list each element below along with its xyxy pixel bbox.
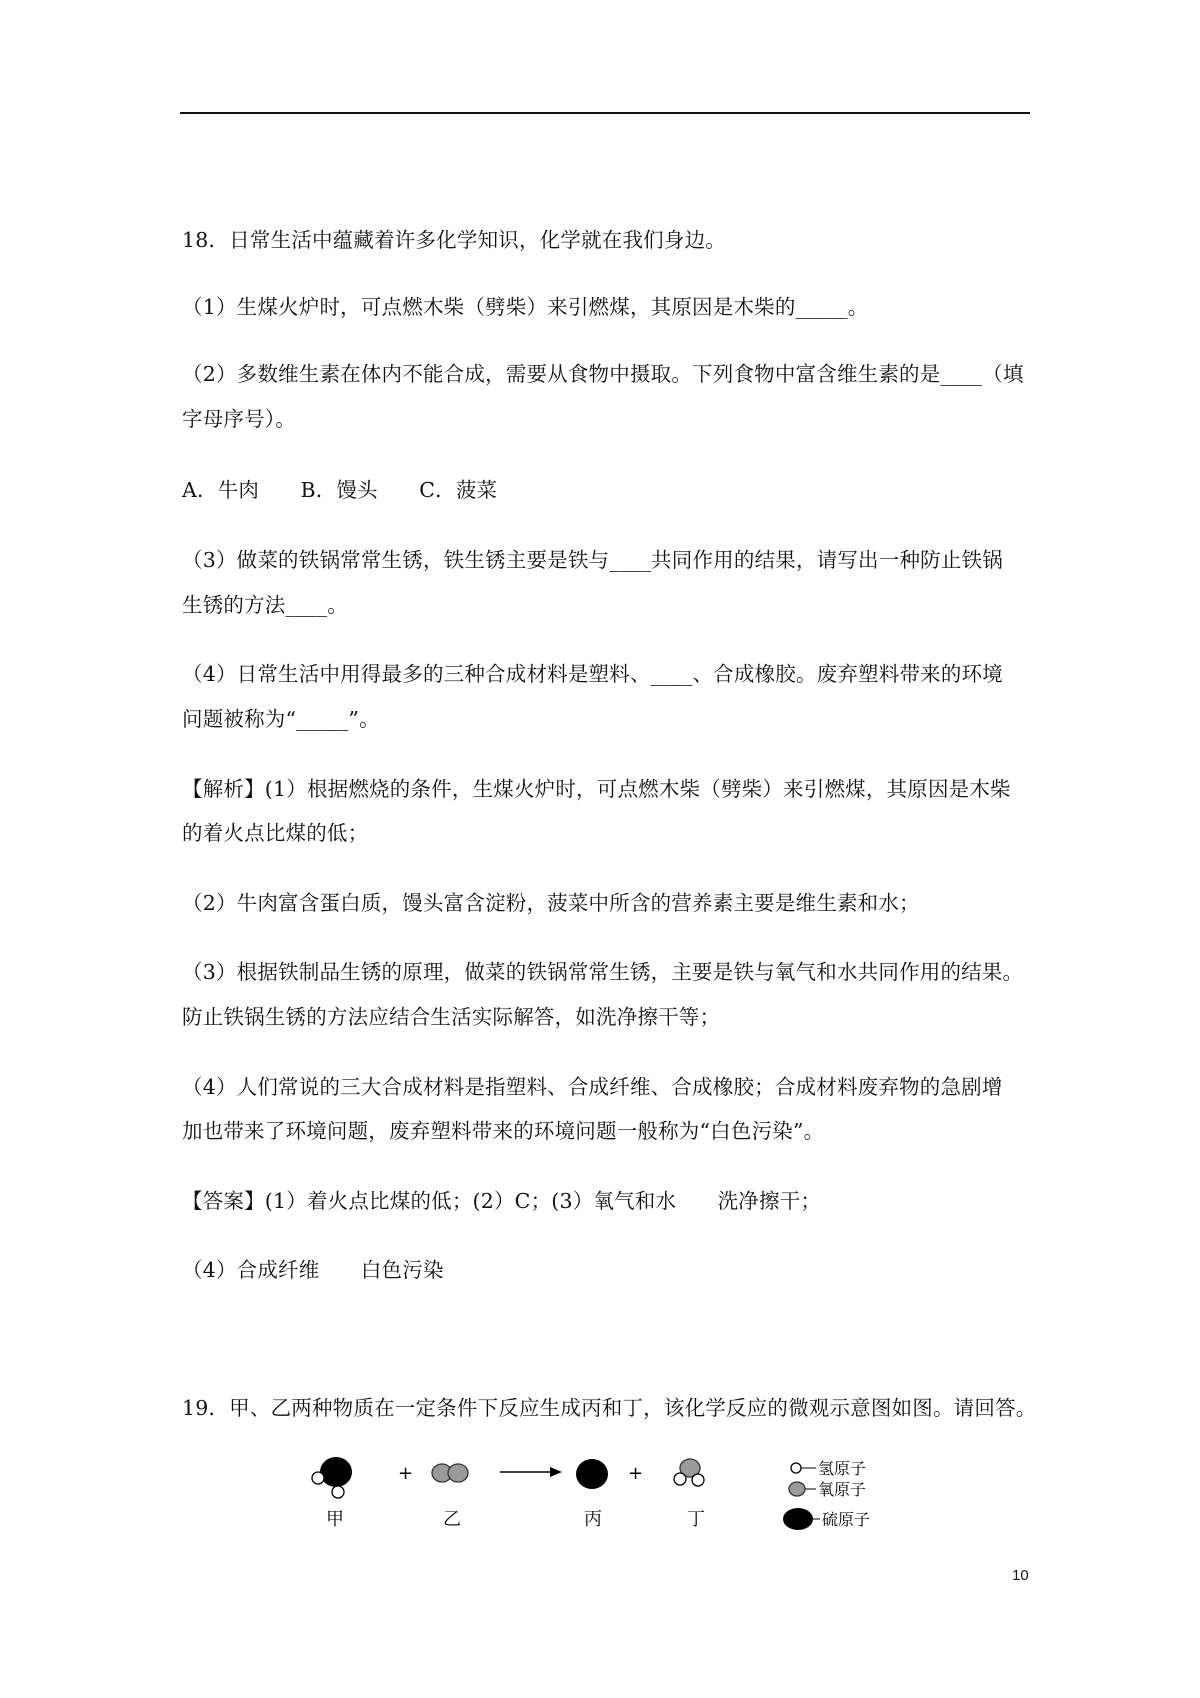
sulfur-atom — [320, 1457, 352, 1487]
analysis-2: （2）牛肉富含蛋白质，馒头富含淀粉，菠菜中所含的营养素主要是维生素和水； — [182, 891, 920, 915]
hydrogen-atom — [674, 1473, 686, 1485]
q19-stem: 19．甲、乙两种物质在一定条件下反应生成丙和丁，该化学反应的微观示意图如图。请回答。 — [182, 1396, 1037, 1420]
q18-part4-line2: 问题被称为“_____”。 — [182, 707, 380, 731]
molecule-yi — [432, 1464, 468, 1482]
hydrogen-atom — [692, 1474, 704, 1486]
answer-line2: （4）合成纤维 白色污染 — [182, 1258, 444, 1282]
analysis-3-line2: 防止铁锅生锈的方法应结合生活实际解答，如洗净擦干等； — [182, 1005, 721, 1029]
molecule-bing — [576, 1459, 608, 1489]
q18-part4-line1: （4）日常生活中用得最多的三种合成材料是塑料、____、合成橡胶。废弃塑料带来的环境 — [182, 662, 1003, 686]
q18-part1: （1）生煤火炉时，可点燃木柴（劈柴）来引燃煤，其原因是木柴的_____。 — [182, 295, 869, 319]
header-rule — [180, 112, 1030, 114]
q18-options: A．牛肉 B．馒头 C．菠菜 — [182, 478, 498, 502]
reaction-micro-diagram — [300, 1452, 920, 1542]
q18-part3-line1: （3）做菜的铁锅常常生锈，铁生锈主要是铁与____共同作用的结果，请写出一种防止铁锅 — [182, 548, 1003, 572]
analysis-3-line1: （3）根据铁制品生锈的原理，做菜的铁锅常常生锈，主要是铁与氧气和水共同作用的结果。 — [182, 960, 1024, 984]
analysis-4-line2: 加也带来了环境问题，废弃塑料带来的环境问题一般称为“白色污染”。 — [182, 1119, 825, 1143]
legend-oxygen-label: 氧原子 — [818, 1480, 867, 1499]
legend-sulfur-label: 硫原子 — [822, 1510, 871, 1529]
molecule-jia — [312, 1457, 352, 1498]
hydrogen-atom — [312, 1472, 324, 1484]
q18-stem: 18．日常生活中蕴藏着许多化学知识，化学就在我们身边。 — [182, 228, 726, 252]
molecule-ding — [674, 1459, 704, 1486]
legend-hydrogen-label: 氢原子 — [818, 1459, 867, 1478]
legend-oxygen-icon — [789, 1482, 805, 1496]
hydrogen-atom — [332, 1486, 344, 1498]
q18-part2-line1: （2）多数维生素在体内不能合成，需要从食物中摄取。下列食物中富含维生素的是____（填 — [182, 362, 1024, 386]
analysis-4-line1: （4）人们常说的三大合成材料是指塑料、合成纤维、合成橡胶；合成材料废弃物的急剧增 — [182, 1075, 1003, 1099]
plus-sign-2: + — [628, 1463, 644, 1484]
answer-line1: 【答案】(1）着火点比煤的低；(2）C；(3）氧气和水 洗净擦干； — [182, 1189, 822, 1213]
label-bing: 丙 — [584, 1509, 602, 1530]
analysis-1-line1: 【解析】(1）根据燃烧的条件，生煤火炉时，可点燃木柴（劈柴）来引燃煤，其原因是木柴 — [182, 777, 1011, 801]
plus-sign-1: + — [398, 1463, 414, 1484]
q18-part2-line2: 字母序号）。 — [182, 407, 296, 431]
label-ding: 丁 — [687, 1509, 705, 1530]
label-jia: 甲 — [326, 1509, 344, 1530]
q18-part3-line2: 生锈的方法____。 — [182, 593, 348, 617]
legend-sulfur-icon — [783, 1508, 813, 1530]
legend-hydrogen-icon — [791, 1463, 801, 1473]
page-number: 10 — [1012, 1567, 1029, 1584]
analysis-1-line2: 的着火点比煤的低； — [182, 821, 369, 845]
label-yi: 乙 — [443, 1509, 461, 1530]
reaction-arrow — [500, 1467, 562, 1477]
oxygen-atom — [448, 1464, 468, 1482]
legend — [783, 1459, 870, 1530]
